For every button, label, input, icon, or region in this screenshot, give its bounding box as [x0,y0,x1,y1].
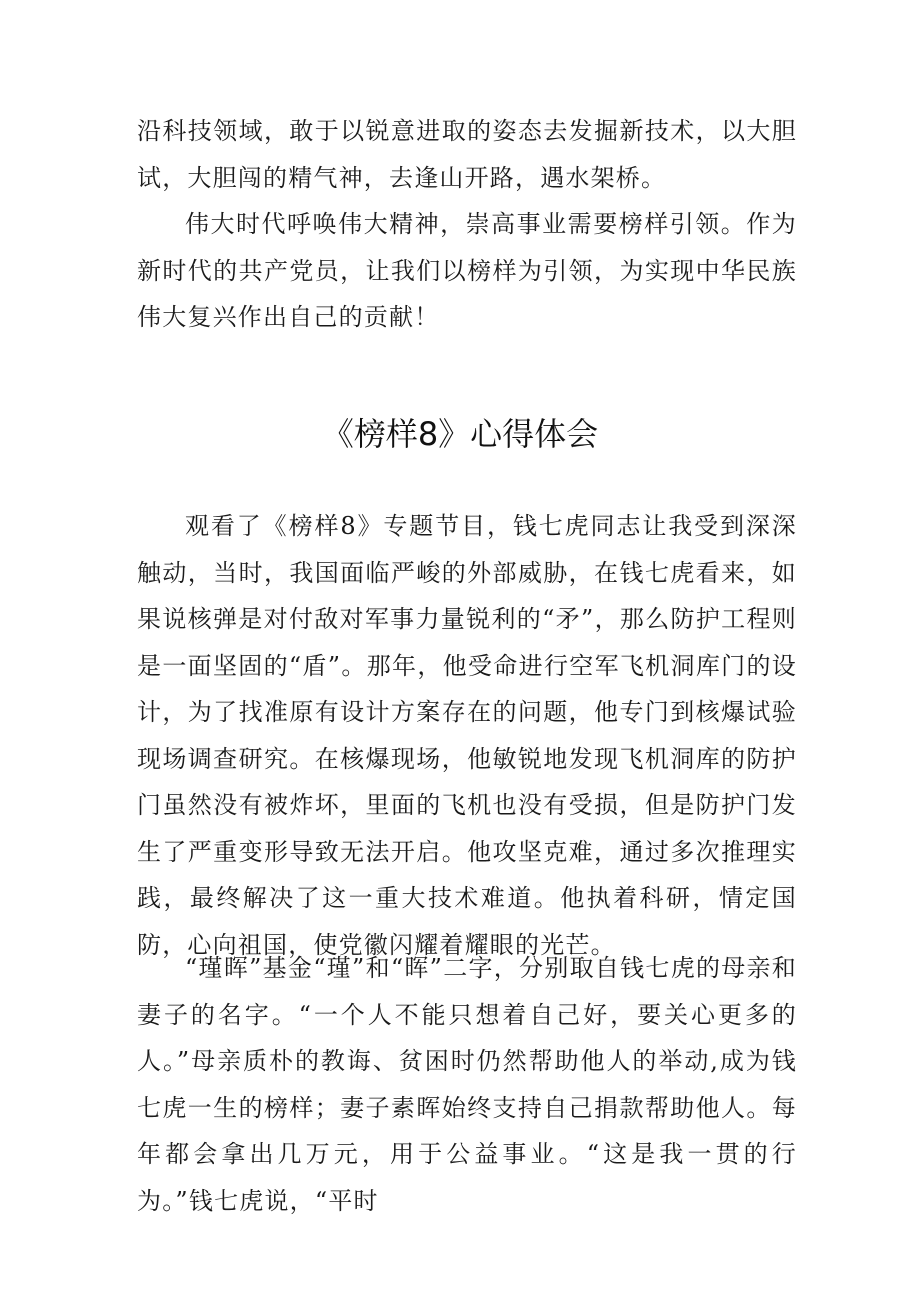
paragraph-continuation: 沿科技领域，敢于以锐意进取的姿态去发掘新技术，以大胆试，大胆闯的精气神，去逢山开路，遇水架桥。 [137,117,797,192]
paragraph-body-2: “瑾晖”基金“瑾”和“晖”二字，分别取自钱七虎的母亲和妻子的名字。“一个人不能只想着自己好，要关心更多的人。”母亲质朴的教诲、贫困时仍然帮助他人的举动,成为钱七虎一生的榜样；妻子素晖始终支持自己捐款帮助他人。每年都会拿出几万元，用于公益事业。“这是我一贯的行为。”钱七虎说，“平时 [137,954,797,1215]
article-title: 《榜样8》心得体会 [321,415,599,453]
paragraph-body-1: 观看了《榜样8》专题节目，钱七虎同志让我受到深深触动，当时，我国面临严峻的外部威胁，在钱七虎看来，如果说核弹是对付敌对军事力量锐利的“矛”，那么防护工程则是一面坚固的“盾”。那年，他受命进行空军飞机洞库门的设计，为了找准原有设计方案存在的问题，他专门到核爆试验现场调查研究。在核爆现场，他敏锐地发现飞机洞库的防护门虽然没有被炸坏，里面的飞机也没有受损，但是防护门发生了严重变形导致无法开启。他攻坚克难，通过多次推理实践，最终解决了这一重大技术难道。他执着科研，情定国防，心向祖国，使党徽闪耀着耀眼的光芒。 [137,512,797,959]
paragraph-closing: 伟大时代呼唤伟大精神，崇高事业需要榜样引领。作为新时代的共产党员，让我们以榜样为引领，为实现中华民族伟大复兴作出自己的贡献！ [137,210,797,331]
